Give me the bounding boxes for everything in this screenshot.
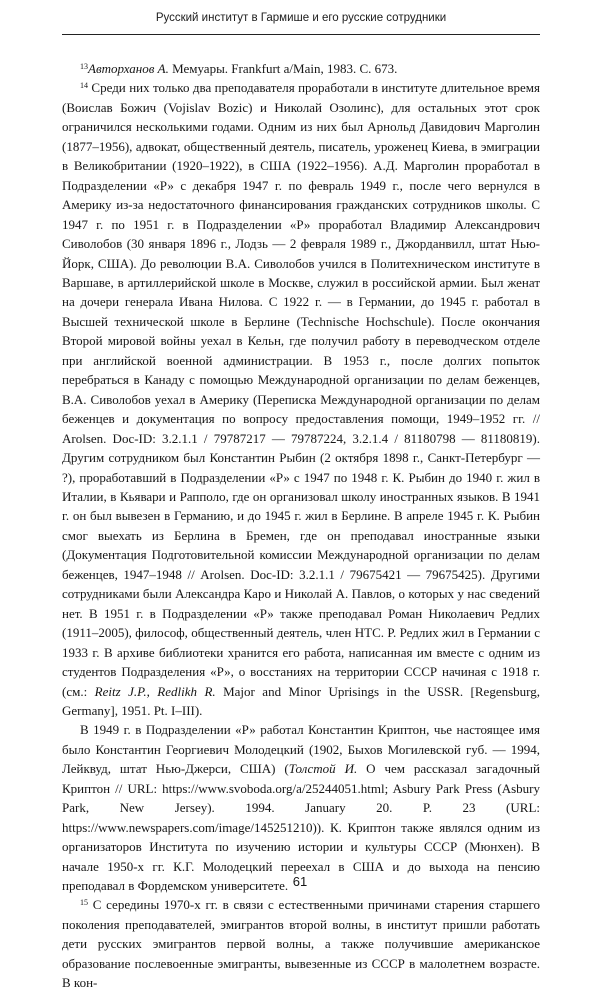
footnote-number: 15 bbox=[80, 898, 88, 908]
footnote-text: Мемуары. Frankfurt a/Main, 1983. С. 673. bbox=[168, 61, 398, 76]
footnote-number: 14 bbox=[80, 81, 88, 91]
footnote-text: О чем рассказал загадочный Криптон // URL: https://www.svoboda.org/a/25244051.html; Asbury Park Press (Asbury Park, New Jersey). 1994. January 20. P. 23 (URL: https://www.newspapers.com/image/145251210)). К. Криптон также являлся одним из организаторов Института по изучению истории и культуры СССР (Мюнхен). В начале 1950-х гг. К.Г. Молодецкий переехал в США и до выхода на пенсию преподавал в Фордемском университете. bbox=[62, 761, 540, 894]
footnote-14 bbox=[62, 78, 540, 720]
running-header: Русский институт в Гармише и его русские сотрудники bbox=[155, 12, 447, 24]
footnote-author: Авторханов А. bbox=[88, 61, 169, 76]
footnotes-block bbox=[62, 59, 540, 993]
footnote-text: Среди них только два преподавателя проработали в институте длительное время (Воислав Божич (Vojislav Bozic) и Николай Озолинс), для остальных этот срок ограничился несколькими годами. Одним из них был Арнольд Давидович Марголин (1877–1956), адвокат, общественный деятель, писатель, уроженец Киева, в эмиграции в Великобритании (1920–1922), в США (1922–1956). А.Д. Марголин проработал в Подразделении «Р» с декабря 1947 г. по февраль 1949 г., после чего вернулся в Америку из-за недостаточного финансирования гражданских сотрудников школы. С 1947 г. по 1951 г. в Подразделении «Р» проработал Владимир Александрович Сиволобов (30 января 1896 г., Лодзь — 2 февраля 1989 г., Джорданвилл, штат Нью-Йорк, США). До революции В.А. Сиволобов учился в Политехническом институте в Варшаве, в артиллерийской школе в Москве, служил в российской армии. Был женат на дочери генерала Ивана Нилова. С 1922 г. — в Германии, до 1945 г. работал в Высшей технической школе в Берлине (Technische Hochschule). После окончания Второй мировой войны уехал в Кельн, где получил работу в переводческом отделе при английской военной администрации. В 1953 г., после долгих попыток перебраться в Канаду с помощью Международной организации по делам беженцев, В.А. Сиволобов уехал в Америку (Переписка Международной организации по делам беженцев и документация по вопросу предоставления помощи, 1949–1952 гг. // Arolsen. Doc-ID: 3.2.1.1 / 79787217 — 79787224, 3.2.1.4 / 81180798 — 81180819). Другим сотрудником был Константин Рыбин (2 октября 1898 г., Санкт-Петербург — ?), проработавший в Подразделении «Р» с 1947 по 1948 г. К. Рыбин до 1940 г. жил в Италии, в Кьявари и Рапполо, где он организовал школу иностранных языков. В 1941 г. он был вывезен в Германию, и до 1945 г. жил в Берлине. В апреле 1945 г. К. Рыбин смог выехать из Берлина в Бремен, где он преподавал иностранные языки (Документация Подготовительной комиссии Международной организации по делам беженцев, 1947–1948 // Arolsen. Doc-ID: 3.2.1.1 / 79675421 — 79675425). Другими сотрудниками были Александра Каро и Николай А. Павлов, о которых у нас сведений нет. В 1951 г. в Подразделении «Р» также преподавал Роман Николаевич Редлих (1911–2005), философ, общественный деятель, член НТС. Р. Редлих жил в Германии с 1933 г. В архиве библиотеки хранится его работа, написанная им вместе с одним из студентов Подразделения «Р», о восстаниях на территории СССР начиная с 1918 г. (см.: bbox=[62, 80, 540, 699]
footnote-text: С середины 1970-х гг. в связи с естественными причинами старения старшего поколения преподавателей, эмигрантов второй волны, в институт пришли работать дети русских эмигрантов первой волны, а также получившие американское образование послевоенные эмигранты, вывезенные из СССР в малолетнем возрасте. В кон- bbox=[62, 897, 540, 991]
page-number: 61 bbox=[292, 874, 308, 889]
header-rule bbox=[62, 34, 540, 35]
footnote-number: 13 bbox=[80, 62, 88, 71]
footnote-citation-author: Толстой И. bbox=[288, 761, 358, 777]
footnote-citation-authors: Reitz J.P., Redlikh R. bbox=[94, 683, 216, 699]
footnote-text: В 1949 г. в Подразделении «Р» работал Константин Криптон, чье настоящее имя было Константин Георгиевич Молодецкий (1902, Быхов Могилевской губ. — 1994, Лейквуд, штат Нью-Джерси, США) ( bbox=[62, 722, 540, 777]
footnote-15 bbox=[62, 895, 540, 992]
footnote-14-continuation bbox=[62, 720, 540, 895]
footnote-text: Major and Minor Uprisings in the USSR. [Regensburg, Germany], 1951. Pt. I–III). bbox=[62, 683, 541, 718]
footnote-13 bbox=[62, 59, 540, 78]
